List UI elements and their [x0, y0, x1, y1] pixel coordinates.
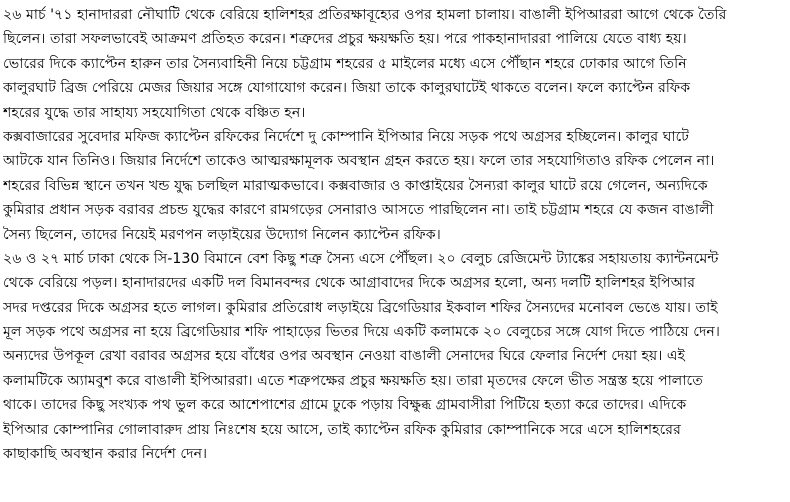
text-line: কাছাকাছি অবস্থান করার নির্দেশ দেন। [3, 446, 208, 463]
paragraph-march-26-27 [3, 247, 787, 467]
text-line: কক্সবাজারের সুবেদার মফিজ ক্যাপ্টেন রফিকের নির্দেশে দু কোম্পানি ইপিআর নিয়ে সড়ক পথে অগ্রসর হচ্ছিলেন। কালুর ঘাটে [3, 128, 690, 145]
text-line: সৈন্য ছিলেন, তাদের নিয়েই মরণপন লড়াইয়ের উদ্যোগ নিলেন ক্যাপ্টেন রফিক। [3, 226, 441, 243]
text-line: থেকে বেরিয়ে পড়ল। হানাদারদের একটি দল বিমানবন্দর থেকে আগ্রাবাদের দিকে অগ্রসর হলো, অন্য দলটি হালিশহর ইপিআর [3, 275, 696, 292]
text-line: শহরের যুদ্ধে তার সাহায্য সহযোগিতা থেকে বঞ্চিত হন। [3, 104, 306, 121]
text-line: শহরের বিভিন্ন স্থানে তখন খন্ড যুদ্ধ চলছিল মারাত্মকভাবে। কক্সবাজার ও কাপ্তাইয়ের সৈন্যরা কালুর ঘাটে রয়ে গেলেন, অন্যদিকে [3, 177, 708, 194]
text-line: কলামটিকে অ্যামবুশ করে বাঙালী ইপিআররা। এতে শত্রুপক্ষের প্রচুর ক্ষয়ক্ষতি হয়। তারা মৃতদের ফেলে ভীত সন্ত্রস্ত হয়ে পালাতে [3, 372, 703, 389]
text-line: থাকে। তাদের কিছু সংখ্যক পথ ভুল করে আশেপাশের গ্রামে ঢুকে পড়ায় বিক্ষুব্ধ গ্রামবাসীরা পিটিয়ে হত্যা করে তাদের। এদিকে [3, 397, 687, 414]
text-line: সদর দপ্তরের দিকে অগ্রসর হতে লাগল। কুমিরার প্রতিরোধ লড়াইয়ে ব্রিগেডিয়ার ইকবাল শফির সৈন্যদের মনোবল ভেঙে যায়। তাই [3, 299, 718, 316]
paragraph-halishahar-attack [3, 3, 787, 125]
paragraph-coxsbazar-subedar [3, 125, 787, 247]
text-line: মূল সড়ক পথে অগ্রসর না হয়ে ব্রিগেডিয়ার শফি পাহাড়ের ভিতর দিয়ে একটি কলামকে ২০ বেলুচের সঙ্গে যোগ দিতে পাঠিয়ে দেন। [3, 324, 720, 341]
text-line: অন্যদের উপকূল রেখা বরাবর অগ্রসর হয়ে বাঁধের ওপর অবস্থান নেওয়া বাঙালী সেনাদের ঘিরে ফেলার নির্দেশ দেয়া হয়। এই [3, 348, 686, 365]
text-line: কালুরঘাট ব্রিজ পেরিয়ে মেজর জিয়ার সঙ্গে যোগাযোগ করেন। জিয়া তাকে কালুরঘাটেই থাকতে বলেন। ফলে ক্যাপ্টেন রফিক [3, 80, 691, 97]
text-line: ছিলেন। তারা সফলভাবেই আক্রমণ প্রতিহত করেন। শত্রুদের প্রচুর ক্ষয়ক্ষতি হয়। পরে পাকহানাদাররা পালিয়ে যেতে বাধ্য হয়। [3, 31, 687, 48]
text-line: আটকে যান তিনিও। জিয়ার নির্দেশে তাকেও আত্মরক্ষামূলক অবস্থান গ্রহন করতে হয়। ফলে তার সহযোগিতাও রফিক পেলেন না। [3, 153, 715, 170]
text-line: ভোরের দিকে ক্যাপ্টেন হারুন তার সৈন্যবাহিনী নিয়ে চট্টগ্রাম শহরের ৫ মাইলের মধ্যে এসে পৌঁছান শহরে ঢোকার আগে তিনি [3, 55, 687, 72]
text-line: ২৬ মার্চ '৭১ হানাদাররা নৌঘাটি থেকে বেরিয়ে হালিশহর প্রতিরক্ষাবূহ্যের ওপর হামলা চালায়। বাঙালী ইপিআররা আগে থেকে তৈরি [3, 7, 727, 23]
text-line: ইপিআর কোম্পানির গোলাবারুদ প্রায় নিঃশেষ হয়ে আসে, তাই ক্যাপ্টেন রফিক কুমিরার কোম্পানিকে সরে এসে হালিশহরের [3, 421, 681, 438]
text-line: কুমিরার প্রধান সড়ক বরাবর প্রচন্ড যুদ্ধের কারণে রামগড়ের সেনারাও আসতে পারছিলেন না। তাই চট্টগ্রাম শহরে যে কজন বাঙালী [3, 202, 714, 219]
text-line: ২৬ ও ২৭ মার্চ ঢাকা থেকে সি-130 বিমানে বেশ কিছু শত্রু সৈন্য এসে পৌঁছল। ২০ বেলুচ রেজিমেন্ট ট্যাঙ্কের সহায়তায় ক্যান্টনমেন্ট [3, 250, 719, 267]
document-page [3, 3, 787, 499]
